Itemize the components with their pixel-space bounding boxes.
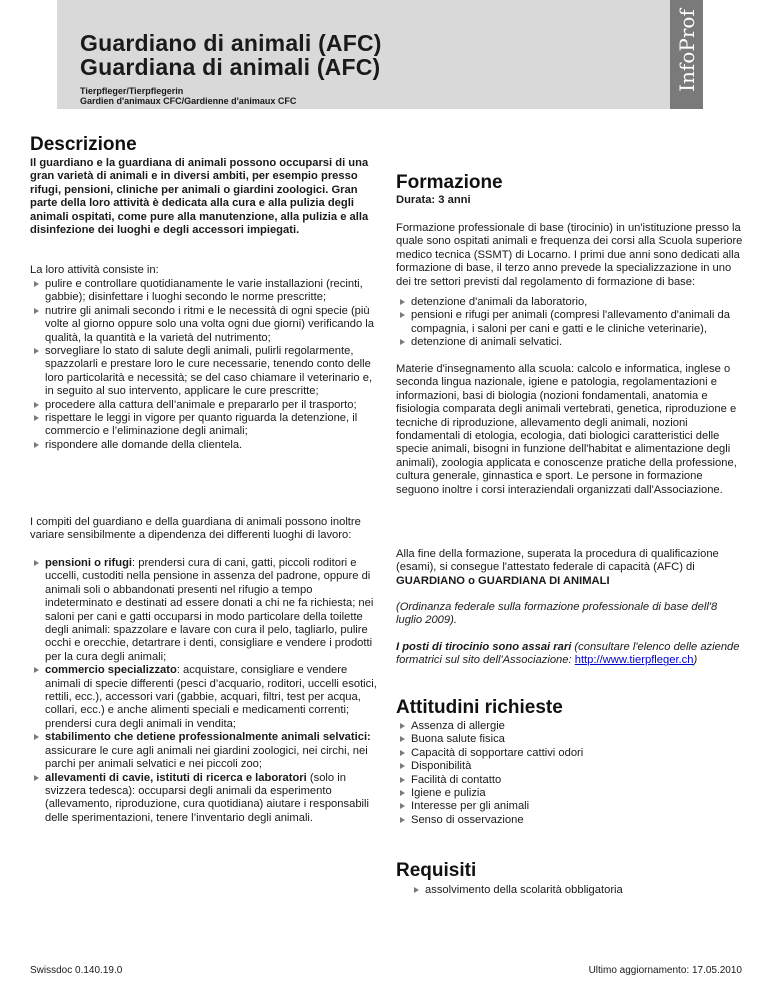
place-desc: (solo in svizzera tedesca): occuparsi degli animali da esperimento (allevamento, riproduzione, cura quotidiana) aiutare i responsabili delle sperimentazioni, tenere l’inventario degli animali. [45, 771, 370, 824]
list-item: Facilità di contatto [396, 774, 744, 787]
list-item [30, 557, 378, 664]
place-desc: assicurare le cure agli animali nei giardini zoologici, nei circhi, nei parchi per animali selvatici e nei piccoli zoo; [45, 744, 368, 771]
activities-intro: La loro attività consiste in: [30, 264, 159, 276]
ordinance-text: (Ordinanza federale sulla formazione professionale di base dell'8 luglio 2009). [396, 601, 718, 627]
list-item: Capacità di sopportare cattivi odori [396, 747, 744, 760]
formazione-outcome [396, 548, 744, 588]
posts-bold: I posti di tirocinio sono assai rari [396, 641, 572, 653]
place-term: allevamenti di cavie, istituti di ricerca e laboratori [45, 771, 307, 784]
list-item: detenzione d'animali da laboratorio, [396, 296, 744, 309]
page-title-line1: Guardiano di animali (AFC) [80, 30, 382, 56]
footer-updated: Ultimo aggiornamento: 17.05.2010 [588, 965, 742, 976]
formazione-duration: Durata: 3 anni [396, 194, 471, 206]
list-item: assolvimento della scolarità obbligatoria [410, 884, 740, 897]
attitudini-list [396, 720, 744, 827]
footer-doc-id: Swissdoc 0.140.19.0 [30, 965, 123, 976]
places-list [30, 557, 378, 825]
list-item: Interesse per gli animali [396, 800, 744, 813]
list-item: Igiene e pulizia [396, 787, 744, 800]
formazione-intro: Formazione professionale di base (tirocinio) in un'istituzione presso la quale sono ospitati animali e frequenza dei corsi alla Scuola superiore medico tecnica (SSMT) di Locarno. I primi due anni sono dedicati alla formazione di base, il terzo anno prevede la specializzazione in uno dei tre settori previsti dal regolamento di formazione di base: [396, 222, 743, 288]
list-item: pulire e controllare quotidianamente le varie installazioni (recinti, gabbie); disinfettare i luoghi secondo le norme prescritte; [30, 278, 378, 305]
posts-end: ) [693, 654, 698, 667]
section-heading-requisiti: Requisiti [396, 860, 477, 881]
subtitle-french: Gardien d'animaux CFC/Gardienne d'animaux CFC [80, 96, 297, 106]
header-banner [57, 0, 703, 109]
list-item: rispettare le leggi in vigore per quanto riguarda la detenzione, il commercio e l’eliminazione degli animali; [30, 412, 378, 439]
posts-rest: (consultare l'elenco delle aziende formatrici sul sito dell'Associazione: [396, 641, 740, 667]
list-item: detenzione di animali selvatici. [396, 336, 744, 349]
subtitle-german: Tierpfleger/Tierpflegerin [80, 86, 184, 96]
page-title-line2: Guardiana di animali (AFC) [80, 54, 381, 80]
list-item [30, 664, 378, 731]
formazione-sectors [396, 296, 744, 350]
list-item: procedere alla cattura dell’animale e prepararlo per il trasporto; [30, 399, 378, 412]
section-heading-attitudini: Attitudini richieste [396, 697, 563, 718]
list-item: sorvegliare lo stato di salute degli animali, pulirli regolarmente, spazzolarli e prestare loro le cure necessarie, tenendo conto delle loro particolarità e necessità; se del caso chiamare il veterinario e, in seguito al suo intervento, applicare le cure prescritte; [30, 345, 378, 399]
list-item: nutrire gli animali secondo i ritmi e le necessità di ogni specie (più volte al giorno oppure solo una volta ogni due giorni) verificando la qualità, la quantità e la varietà del nutrimento; [30, 305, 378, 345]
formazione-posts [396, 641, 744, 668]
brand-logo: InfoProf [675, 9, 699, 92]
list-item: rispondere alle domande della clientela. [30, 439, 378, 452]
places-intro: I compiti del guardiano e della guardiana di animali possono inoltre variare sensibilmente a dipendenza dei differenti luoghi di lavoro: [30, 516, 361, 542]
place-term: commercio specializzato [45, 664, 177, 677]
outcome-title: GUARDIANO o GUARDIANA DI ANIMALI [396, 574, 610, 587]
formazione-subjects: Materie d'insegnamento alla scuola: calcolo e informatica, inglese o seconda lingua nazionale, igiene e patologia, regolamentazioni e informazioni, basi di biologia (nozioni fondamentali, anatomia e fisiologia comparata degli animali vertebrati, genetica, riproduzione e tecniche di riproduzione, allevamento degli animali, nozioni fondamentali di etologia, ecologia, dati biologici caratteristici delle specie animali, bisogni in funzione dell'habitat e alimentazione degli animali), zoologia applicata e conoscenze pratiche della professione, cultura generale, ginnastica e sport. Le persone in formazione seguono inoltre i corsi interaziendali organizzati dall'Associazione. [396, 363, 737, 496]
activities-list [30, 278, 378, 452]
list-item [30, 731, 378, 771]
place-term: stabilimento che detiene professionalmente animali selvatici: [45, 731, 371, 744]
list-item [30, 772, 378, 826]
place-desc: : prendersi cura di cani, gatti, piccoli roditori e uccelli, custoditi nella pensione in assenza del padrone, oppure di animali soli o abbandonati presenti nel rifugio a tempo indeterminato e destinati ad essere donati a chi ne fa richiesta; nei saloni per cani e gatti occuparsi in modo particolare della toilette degli animali: spazzolare e lavare con cura il pelo, tagliarlo, pulire occhi e orecchie, detartrare i denti, consigliare e vendere i prodotti per la cura degli animali; [45, 557, 374, 663]
place-desc: : acquistare, consigliare e vendere animali di specie differenti (pesci d’acquario, roditori, uccelli esotici, rettili, ecc.), accessori vari (gabbie, acquari, filtri, test per acqua, collari, ecc.) e anche alimenti speciali e medicamenti correnti; prendersi cura degli animali in vendita; [45, 664, 377, 730]
list-item: pensioni e rifugi per animali (compresi l'allevamento d'animali da compagnia, i saloni per cani e gatti e le cliniche veterinarie), [396, 309, 744, 336]
list-item: Disponibilità [396, 760, 744, 773]
tierpfleger-link[interactable]: http://www.tierpfleger.ch [574, 654, 694, 667]
requisiti-list [410, 884, 740, 897]
list-item: Buona salute fisica [396, 733, 744, 746]
list-item: Assenza di allergie [396, 720, 744, 733]
place-term: pensioni o rifugi [45, 557, 133, 569]
section-heading-descrizione: Descrizione [30, 134, 137, 155]
formazione-ordinance [396, 601, 744, 628]
descrizione-intro: Il guardiano e la guardiana di animali possono occuparsi di una gran varietà di animali e in diversi ambiti, per esempio presso rifugi, pensioni, cliniche per animali o giardini zoologici. Gran parte della loro attività è dedicata alla cura e alla pulizia degli animali ospitati, come pure alla manutenzione, alla pulizia e alla disinfezione dei luoghi e degli accessori impiegati. [30, 157, 369, 237]
list-item: Senso di osservazione [396, 814, 744, 827]
section-heading-formazione: Formazione [396, 172, 503, 193]
outcome-text: Alla fine della formazione, superata la procedura di qualificazione (esami), si consegue l'attestato federale di capacità (AFC) di [396, 548, 719, 574]
